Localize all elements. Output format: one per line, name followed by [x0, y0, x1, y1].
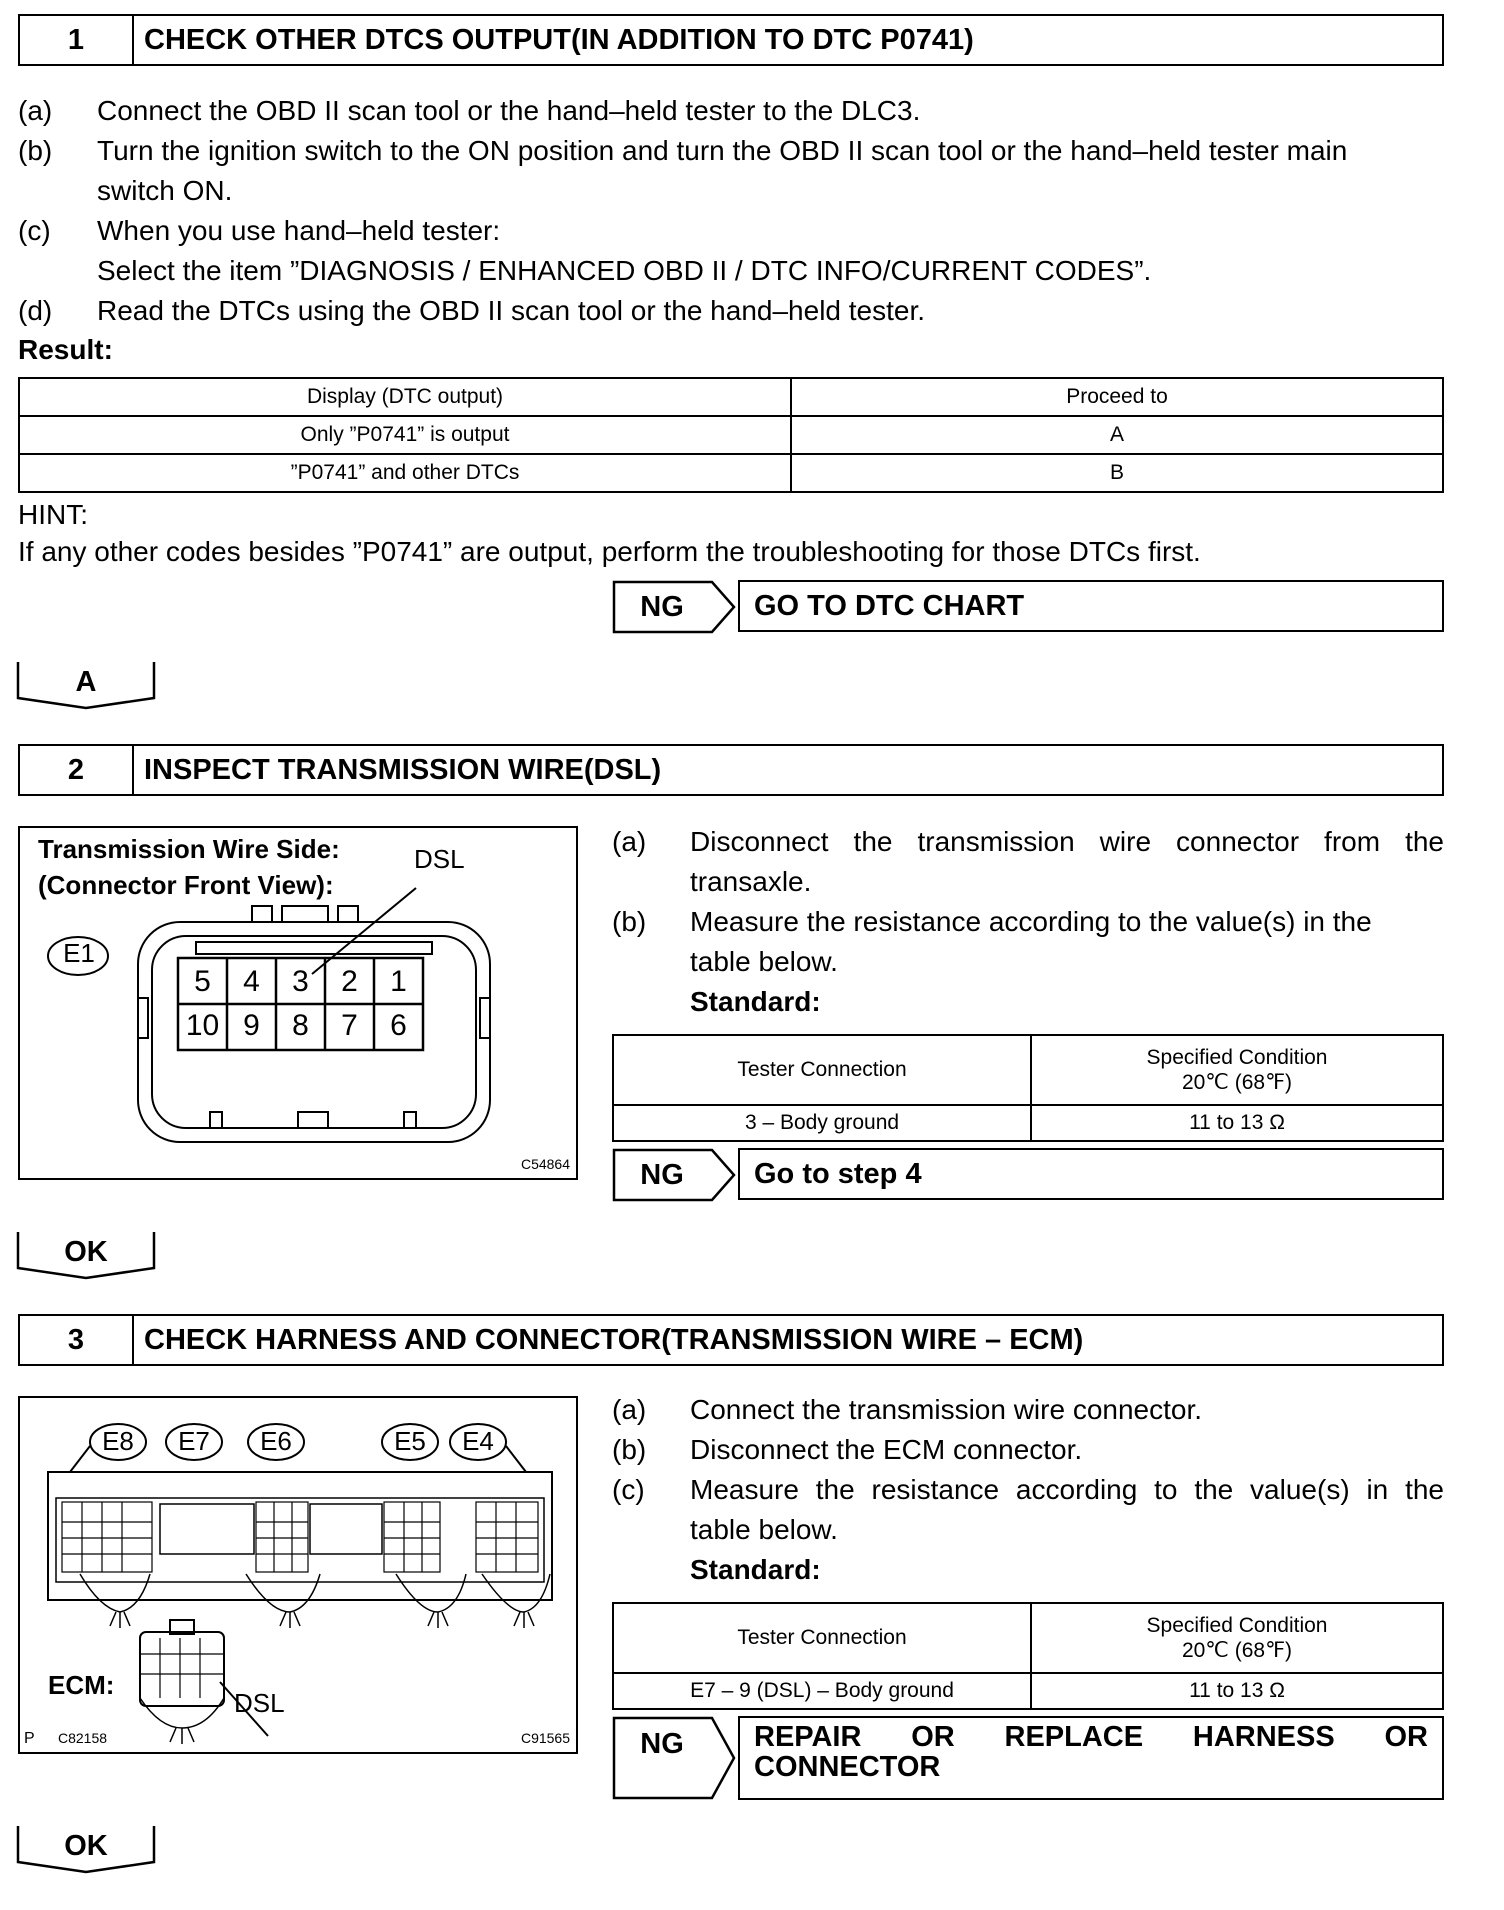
pin-label: 5 [194, 965, 211, 998]
table-header: Proceed to [791, 378, 1443, 416]
continue-label: A [75, 665, 97, 698]
item-text: Connect the transmission wire connector. [690, 1394, 1203, 1425]
step-1-header [18, 14, 1444, 66]
item-mark: (d) [18, 295, 53, 326]
ecm-figure [18, 1396, 578, 1754]
figure-subtitle: (Connector Front View): [38, 870, 334, 900]
pin-row-top [178, 960, 423, 1004]
ng-result-line: CONNECTOR [754, 1751, 941, 1783]
item-text: When you use hand–held tester: [97, 215, 501, 246]
table-header: Tester Connection [613, 1035, 1031, 1105]
item-mark: (c) [612, 1474, 645, 1505]
connector-figure [18, 826, 578, 1180]
pin-label: 10 [185, 1009, 220, 1042]
step-title: CHECK OTHER DTCS OUTPUT(IN ADDITION TO DTC P0741) [144, 23, 974, 56]
item-text: Select the item ”DIAGNOSIS / ENHANCED OBD II / DTC INFO/CURRENT CODES”. [97, 255, 1152, 286]
step-title: CHECK HARNESS AND CONNECTOR(TRANSMISSION WIRE – ECM) [144, 1323, 1084, 1356]
item-text: Read the DTCs using the OBD II scan tool or the hand–held tester. [97, 295, 926, 326]
ng-result [738, 1716, 1444, 1800]
connector-code: E5 [394, 1426, 426, 1456]
hint-text: If any other codes besides ”P0741” are output, perform the troubleshooting for those DTCs first. [18, 536, 1201, 567]
spec-header-line: Specified Condition [1146, 1613, 1328, 1637]
pin-label: 8 [292, 1009, 309, 1042]
pin-label: 2 [341, 965, 358, 998]
ng-label: NG [640, 590, 684, 623]
pin-label: 6 [390, 1009, 407, 1042]
pin-label: 3 [292, 965, 309, 998]
item-text: switch ON. [97, 175, 233, 206]
table-cell: B [791, 454, 1443, 492]
item-mark: (c) [18, 215, 51, 246]
table-header: Display (DTC output) [19, 378, 791, 416]
table-cell: A [791, 416, 1443, 454]
result-label: Result: [18, 334, 113, 365]
corner-mark: P [24, 1730, 35, 1747]
table-cell: Only ”P0741” is output [19, 416, 791, 454]
step-number: 1 [20, 16, 134, 64]
table-header: Tester Connection [613, 1603, 1031, 1673]
table-cell: 3 – Body ground [613, 1105, 1031, 1141]
step-number: 2 [20, 746, 134, 794]
pin-label: 1 [390, 965, 407, 998]
item-mark: (b) [612, 906, 647, 937]
table-header [1031, 1035, 1443, 1105]
continue-label: OK [64, 1829, 108, 1862]
standard-label: Standard: [690, 986, 821, 1017]
standard-label: Standard: [690, 1554, 821, 1585]
step-title: INSPECT TRANSMISSION WIRE(DSL) [144, 753, 662, 786]
item-mark: (a) [18, 95, 53, 126]
table-cell: E7 – 9 (DSL) – Body ground [613, 1673, 1031, 1709]
spec-table [612, 1602, 1444, 1710]
table-cell: ”P0741” and other DTCs [19, 454, 791, 492]
step-2-header [18, 744, 1444, 796]
item-text: Measure the resistance according to the value(s) in the [690, 906, 1372, 937]
ng-label: NG [640, 1727, 684, 1760]
pointer-label: DSL [414, 844, 465, 874]
item-mark: (a) [612, 1394, 647, 1425]
item-text: transaxle. [690, 866, 812, 897]
spec-table [612, 1034, 1444, 1142]
table-header [1031, 1603, 1443, 1673]
connector-code: E4 [462, 1426, 494, 1456]
ng-label: NG [640, 1158, 684, 1191]
hint-label: HINT: [18, 499, 88, 530]
table-cell: 11 to 13 Ω [1031, 1673, 1443, 1709]
step-number: 3 [20, 1316, 134, 1364]
pin-row-bottom [178, 1004, 423, 1048]
figure-code: C91565 [520, 1730, 570, 1746]
item-text: table below. [690, 1514, 838, 1545]
connector-code: E1 [63, 938, 95, 968]
ecm-label: ECM: [48, 1670, 115, 1700]
item-text: Connect the OBD II scan tool or the hand–held tester to the DLC3. [97, 95, 921, 126]
table-cell: 11 to 13 Ω [1031, 1105, 1443, 1141]
ng-result: GO TO DTC CHART [738, 580, 1444, 632]
item-text: Turn the ignition switch to the ON position and turn the OBD II scan tool or the hand–held tester main [97, 135, 1348, 166]
item-mark: (a) [612, 826, 647, 857]
figure-title: Transmission Wire Side: [38, 834, 340, 864]
step-3-header [18, 1314, 1444, 1366]
item-mark: (b) [612, 1434, 647, 1465]
spec-header-line: 20℃ (68℉) [1181, 1070, 1293, 1094]
pin-label: 9 [243, 1009, 260, 1042]
connector-code: E7 [178, 1426, 210, 1456]
pointer-label: DSL [234, 1688, 285, 1718]
pin-label: 4 [243, 965, 260, 998]
continue-label: OK [64, 1235, 108, 1268]
connector-code: E6 [260, 1426, 292, 1456]
result-table [18, 377, 1444, 493]
ng-result: Go to step 4 [738, 1148, 1444, 1200]
connector-code: E8 [102, 1426, 134, 1456]
pin-label: 7 [341, 1009, 358, 1042]
spec-header-line: 20℃ (68℉) [1181, 1638, 1293, 1662]
item-text: Disconnect the ECM connector. [690, 1434, 1083, 1465]
spec-header-line: Specified Condition [1146, 1045, 1328, 1069]
item-mark: (b) [18, 135, 53, 166]
item-text: Disconnect the transmission wire connector from the [690, 826, 1444, 857]
item-text: Measure the resistance according to the value(s) in the [690, 1474, 1444, 1505]
figure-code: C54864 [520, 1156, 570, 1172]
item-text: table below. [690, 946, 838, 977]
ng-result-line: REPAIR OR REPLACE HARNESS OR [754, 1721, 1428, 1753]
figure-code: C82158 [58, 1730, 108, 1746]
